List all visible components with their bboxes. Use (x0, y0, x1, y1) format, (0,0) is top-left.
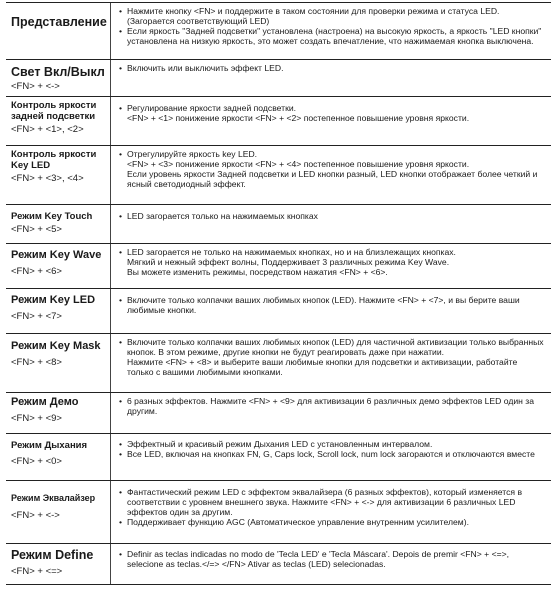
row-header (6, 3, 110, 59)
row-header (6, 244, 110, 288)
row-header (6, 97, 110, 145)
row-description (110, 544, 551, 584)
table-row (6, 480, 551, 543)
key-combo: <FN> + <5> (11, 224, 62, 235)
key-combo: <FN> + <3>, <4> (11, 173, 84, 184)
row-description (110, 334, 551, 392)
mode-title: Свет Вкл/Выкл (11, 65, 105, 79)
row-header (6, 434, 110, 480)
mode-title: Режим Демо (11, 396, 79, 408)
table-row (6, 96, 551, 145)
row-description (110, 434, 551, 480)
table-row (6, 433, 551, 480)
mode-title: Режим Key Mask (11, 340, 101, 352)
mode-title: Режим Эквалайзер (11, 493, 96, 503)
key-combo: <FN> + <0> (11, 456, 62, 467)
bullet-text: • Если яркость "Задней подсветки" установлена (настроена) на высокую яркость, а яркость "LED кнопки" установлена на низкую яркость, это может создать впечатление, что нажимаемая кнопка выключена. (118, 26, 546, 46)
bullet-text: • Definir as teclas indicadas no modo de 'Tecla LED' e 'Tecla Máscara'. Depois de premir <FN> + <=>, selecione as teclas.</=> </FN> Ativar as teclas (LED) selecionadas. (118, 549, 546, 569)
key-combo: <FN> + <1>, <2> (11, 124, 84, 135)
row-description (110, 481, 551, 543)
key-combo: <FN> + <-> (11, 81, 60, 92)
table-row (6, 243, 551, 288)
table-row (6, 288, 551, 333)
bullet-text: • Включите только колпачки ваших любимых кнопок (LED). Нажмите <FN> + <7>, и вы берите ваши любимые кнопки. (118, 295, 546, 315)
table-row (6, 543, 551, 585)
bullet-text: • Эффектный и красивый режим Дыхания LED с установленным интервалом. (118, 439, 546, 449)
bullet-text: • LED загорается только на нажимаемых кнопках (118, 211, 546, 221)
mode-title: Режим Define (11, 548, 94, 562)
sub-text: Вы можете изменить режимы, посредством нажатия <FN> + <6>. (127, 267, 388, 277)
mode-title: Режим Key LED (11, 294, 96, 306)
mode-title: Представление (11, 15, 107, 29)
bullet-text: • 6 разных эффектов. Нажмите <FN> + <9> для активизации 6 различных демо эффектов LED один за другим. (118, 396, 546, 416)
mode-title: Контроль яркости Key LED (11, 149, 97, 171)
key-combo: <FN> + <-> (11, 509, 60, 521)
row-header (6, 334, 110, 392)
sub-text: Нажмите <FN> + <8> и выберите ваши любимые кнопки для подсветки и активизации, работайте только с вашими любимыми кнопками. (127, 357, 518, 377)
table-row (6, 333, 551, 392)
sub-text: <FN> + <3> понижение яркости <FN> + <4> постепенное повышение уровня яркости. (127, 159, 470, 169)
row-header (6, 205, 110, 243)
sub-text: Если уровень яркости Задней подсветки и LED кнопки разный, LED кнопки отображает более четкий и ясный светодиодный эффект. (127, 169, 538, 189)
table-row (6, 2, 551, 59)
table-row (6, 59, 551, 96)
table-row (6, 392, 551, 433)
led-modes-table (6, 2, 551, 585)
sub-text: <FN> + <1> понижение яркости <FN> + <2> постепенное повышение уровня яркости. (127, 113, 470, 123)
row-header (6, 60, 110, 96)
table-row (6, 145, 551, 204)
row-description (110, 60, 551, 96)
bullet-text: • Отрегулируйте яркость key LED. (118, 149, 546, 159)
row-description (110, 393, 551, 433)
key-combo: <FN> + <7> (11, 311, 62, 322)
row-description (110, 146, 551, 204)
table-row (6, 204, 551, 243)
bullet-text: • LED загорается не только на нажимаемых кнопках, но и на близлежащих кнопках. (118, 247, 546, 257)
row-description (110, 97, 551, 145)
row-header (6, 393, 110, 433)
row-header (6, 146, 110, 204)
mode-title: Режим Key Wave (11, 249, 102, 261)
bullet-text: • Включите только колпачки ваших любимых кнопок (LED) для частичной активизации только выбранных кнопок. В этом режиме, другие кнопки не будут реагировать даже при нажатии. (118, 337, 546, 357)
sub-text: Мягкий и нежный эффект волны, Поддерживает 3 различных режима Key Wave. (127, 257, 450, 267)
row-description (110, 244, 551, 288)
key-combo: <FN> + <6> (11, 266, 62, 277)
bullet-text: • Включить или выключить эффект LED. (118, 63, 546, 73)
bullet-text: • Все LED, включая на кнопках FN, G, Caps lock, Scroll lock, num lock загораются и отключаются вместе (118, 449, 546, 459)
row-header (6, 481, 110, 543)
mode-title: Контроль яркости задней подсветки (11, 100, 97, 122)
mode-title: Режим Дыхания (11, 440, 88, 451)
key-combo: <FN> + <=> (11, 566, 63, 577)
key-combo: <FN> + <8> (11, 357, 62, 368)
bullet-text: • Регулирование яркости задней подсветки. (118, 103, 546, 113)
row-header (6, 544, 110, 584)
key-combo: <FN> + <9> (11, 413, 62, 424)
row-description (110, 3, 551, 59)
row-description (110, 289, 551, 333)
row-description (110, 205, 551, 243)
row-header (6, 289, 110, 333)
bullet-text: • Поддерживает функцию AGC (Автоматическое управление внутренним усилителем). (118, 517, 546, 527)
bullet-text: • Фантастический режим LED с эффектом эквалайзера (6 разных эффектов), который изменяется в соответствии с уровнем внешнего звука. Нажмите <FN> + <-> для активизации 6 различных LED эффектов один за другим. (118, 487, 546, 517)
bullet-text: • Нажмите кнопку <FN> и поддержите в таком состоянии для проверки режима и статуса LED. (Загорается соответствующий LED) (118, 6, 546, 26)
mode-title: Режим Key Touch (11, 211, 93, 222)
